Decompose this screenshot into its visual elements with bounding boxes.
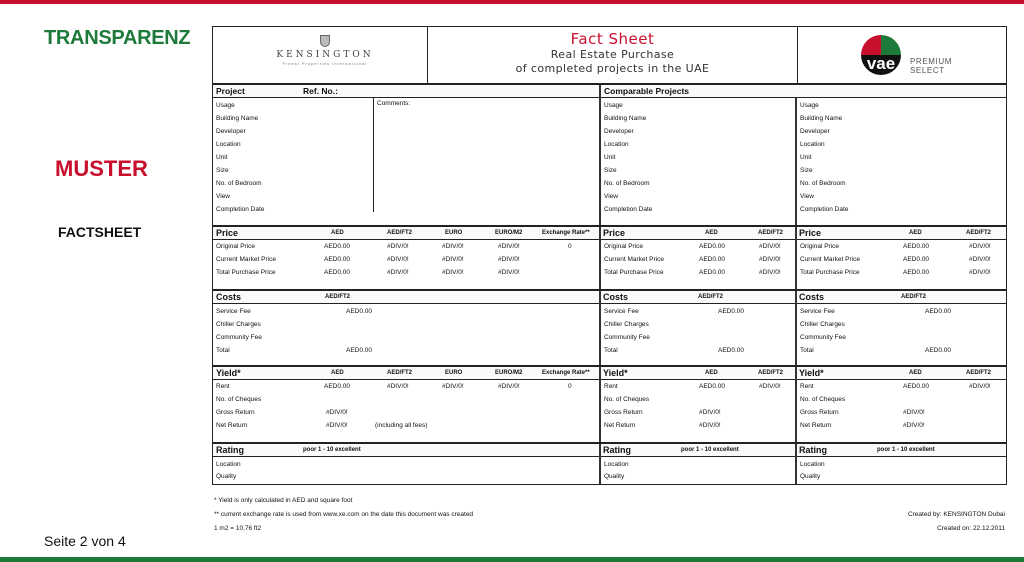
yield-column [213, 367, 601, 442]
rating-section [213, 444, 1006, 484]
price-row-aed: AED0.00 [903, 256, 930, 263]
yield-cheques-label: No. of Cheques [604, 396, 650, 403]
price-row-label: Total Purchase Price [216, 269, 276, 276]
field-completion-date: Completion Date [216, 206, 265, 213]
rating-header-bar [797, 444, 1006, 457]
price-row-euro: #DIV/0! [442, 256, 464, 263]
rating-title: Rating [799, 445, 827, 455]
rating-row-quality: Quality [604, 473, 625, 480]
kensington-name: KENSINGTON [276, 50, 374, 60]
yield-col-rate: Exchange Rate** [542, 370, 590, 376]
yield-col-aedft2: AED/FT2 [966, 370, 992, 376]
price-row-aed: AED0.00 [699, 269, 726, 276]
sample-stamp: MUSTER [55, 156, 148, 181]
price-row-label: Current Market Price [800, 256, 860, 263]
rating-row-location: Location [604, 461, 629, 468]
costs-row-label: Chiller Charges [604, 321, 649, 328]
yield-rent-aedft2: #DIV/0! [387, 383, 409, 390]
price-row-aed: AED0.00 [324, 256, 351, 263]
field-developer: Developer [800, 128, 830, 135]
costs-section [213, 291, 1006, 367]
yield-cheques-label: No. of Cheques [216, 396, 262, 403]
premium-text: PREMIUM [910, 57, 952, 66]
project-title: Project [216, 86, 245, 96]
field-location: Location [604, 141, 629, 148]
price-header-bar [601, 227, 795, 240]
price-col-eurom2: EURO/M2 [495, 230, 523, 236]
rating-header-bar [601, 444, 795, 457]
price-row-aedft2: #DIV/0! [387, 256, 409, 263]
yield-col-euro: EURO [445, 370, 463, 376]
field-bedrooms: No. of Bedroom [216, 180, 262, 187]
yield-net-note: (including all fees) [375, 422, 428, 429]
comparable-column-1 [601, 85, 797, 225]
field-bedrooms: No. of Bedroom [604, 180, 650, 187]
footnote-conversion: 1 m2 = 10,76 ft2 [214, 525, 262, 532]
costs-row-label: Total [800, 347, 814, 354]
yield-rent-aed: AED0.00 [324, 383, 351, 390]
price-row-aedft2: #DIV/0! [759, 256, 781, 263]
costs-row-label: Total [604, 347, 618, 354]
yield-compare-2 [797, 367, 1006, 442]
price-row-aedft2: #DIV/0! [969, 243, 991, 250]
field-location: Location [800, 141, 825, 148]
field-developer: Developer [604, 128, 634, 135]
field-size: Size [216, 167, 229, 174]
costs-col-aedft2: AED/FT2 [698, 294, 724, 300]
price-col-aed: AED [909, 230, 922, 236]
costs-row-value: AED0.00 [346, 347, 373, 354]
price-row-label: Original Price [216, 243, 256, 250]
yield-rent-euro: #DIV/0! [442, 383, 464, 390]
costs-column [213, 291, 601, 365]
yield-rent-eurom2: #DIV/0! [498, 383, 520, 390]
field-developer: Developer [216, 128, 246, 135]
price-row-euro: #DIV/0! [442, 269, 464, 276]
costs-row-label: Community Fee [604, 334, 650, 341]
project-header-bar [213, 85, 599, 98]
project-section [213, 85, 1006, 227]
price-row-aed: AED0.00 [903, 243, 930, 250]
price-col-rate: Exchange Rate** [542, 230, 590, 236]
costs-row-label: Community Fee [800, 334, 846, 341]
yield-rent-label: Rent [216, 383, 230, 390]
price-col-aed: AED [331, 230, 344, 236]
comments-divider [373, 98, 374, 212]
kensington-tagline: Finest Properties International [282, 61, 368, 66]
kensington-logo [265, 35, 385, 66]
field-view: View [216, 193, 230, 200]
vae-logo-text: vae [866, 54, 896, 73]
price-row-aedft2: #DIV/0! [969, 256, 991, 263]
price-row-label: Original Price [604, 243, 644, 250]
fact-sheet [212, 26, 1007, 485]
field-view: View [604, 193, 618, 200]
comments-label: Comments: [377, 100, 411, 107]
rating-title: Rating [216, 445, 244, 455]
brand-label: TRANSPARENZ [44, 27, 191, 49]
yield-rent-rate: 0 [568, 383, 572, 390]
costs-row-value: AED0.00 [925, 347, 952, 354]
price-row-aedft2: #DIV/0! [387, 243, 409, 250]
price-row-euro: #DIV/0! [442, 243, 464, 250]
yield-rent-aedft2: #DIV/0! [969, 383, 991, 390]
yield-title: Yield* [603, 368, 628, 378]
costs-compare-1 [601, 291, 797, 365]
yield-cheques-label: No. of Cheques [800, 396, 846, 403]
page-indicator: Seite 2 von 4 [44, 533, 126, 549]
yield-gross-label: Gross Return [800, 409, 839, 416]
vae-logo-icon [856, 31, 906, 79]
fact-sheet-header [213, 27, 1006, 85]
price-row-eurom2: #DIV/0! [498, 243, 520, 250]
costs-row-value: AED0.00 [718, 308, 745, 315]
costs-col-aedft2: AED/FT2 [325, 294, 351, 300]
shield-icon [320, 35, 330, 47]
costs-row-label: Chiller Charges [800, 321, 845, 328]
price-row-aedft2: #DIV/0! [387, 269, 409, 276]
subtitle-line-1: Real Estate Purchase [550, 48, 675, 61]
price-col-aedft2: AED/FT2 [758, 230, 784, 236]
yield-net-label: Net Return [800, 422, 832, 429]
field-completion-date: Completion Date [800, 206, 849, 213]
yield-header-bar [797, 367, 1006, 380]
rating-scale: poor 1 - 10 excellent [303, 447, 361, 453]
price-col-aedft2: AED/FT2 [387, 230, 413, 236]
field-usage: Usage [216, 102, 235, 109]
rating-title: Rating [603, 445, 631, 455]
comparable-column-2 [797, 85, 1006, 225]
costs-row-label: Total [216, 347, 230, 354]
price-title: Price [216, 228, 239, 238]
price-header-bar [797, 227, 1006, 240]
yield-section [213, 367, 1006, 444]
yield-col-aed: AED [705, 370, 718, 376]
costs-row-label: Service Fee [604, 308, 639, 315]
field-size: Size [604, 167, 617, 174]
costs-row-label: Service Fee [216, 308, 251, 315]
yield-header-bar [213, 367, 599, 380]
costs-header-bar [797, 291, 1006, 304]
price-col-aed: AED [705, 230, 718, 236]
rating-header-bar [213, 444, 599, 457]
costs-compare-2 [797, 291, 1006, 365]
price-row-label: Total Purchase Price [800, 269, 860, 276]
field-unit: Unit [604, 154, 616, 161]
subtitle-line-2: of completed projects in the UAE [515, 62, 710, 75]
costs-row-value: AED0.00 [925, 308, 952, 315]
yield-compare-1 [601, 367, 797, 442]
price-row-label: Current Market Price [216, 256, 276, 263]
costs-row-label: Service Fee [800, 308, 835, 315]
yield-title: Yield* [799, 368, 824, 378]
price-row-aedft2: #DIV/0! [759, 243, 781, 250]
bottom-accent-bar [0, 557, 1024, 562]
field-completion-date: Completion Date [604, 206, 653, 213]
costs-header-bar [213, 291, 599, 304]
document-type-label: FACTSHEET [58, 224, 142, 240]
costs-title: Costs [799, 292, 825, 302]
costs-header-bar [601, 291, 795, 304]
yield-gross-value: #DIV/0! [699, 409, 721, 416]
vae-logo-cell [798, 27, 1006, 83]
yield-header-bar [601, 367, 795, 380]
yield-title: Yield* [216, 368, 241, 378]
yield-gross-value: #DIV/0! [903, 409, 925, 416]
price-row-aed: AED0.00 [699, 256, 726, 263]
rating-compare-2 [797, 444, 1006, 484]
yield-net-label: Net Return [216, 422, 248, 429]
kensington-logo-cell [213, 27, 428, 83]
yield-col-aed: AED [909, 370, 922, 376]
price-row-aed: AED0.00 [324, 243, 351, 250]
costs-title: Costs [603, 292, 629, 302]
costs-col-aedft2: AED/FT2 [901, 294, 927, 300]
costs-row-label: Community Fee [216, 334, 262, 341]
footnote-exchange: ** current exchange rate is used from www.xe.com on the date this document was created [214, 511, 474, 518]
field-view: View [800, 193, 814, 200]
costs-row-value: AED0.00 [346, 308, 373, 315]
premium-select-label [910, 57, 952, 75]
field-location: Location [216, 141, 241, 148]
ref-no-label: Ref. No.: [303, 86, 338, 96]
price-title: Price [799, 228, 822, 238]
yield-net-value: #DIV/0! [699, 422, 721, 429]
comparable-title: Comparable Projects [604, 86, 690, 96]
price-row-label: Current Market Price [604, 256, 664, 263]
price-compare-1 [601, 227, 797, 289]
yield-gross-value: #DIV/0! [326, 409, 348, 416]
field-building-name: Building Name [800, 115, 843, 122]
yield-net-label: Net Return [604, 422, 636, 429]
price-section [213, 227, 1006, 291]
yield-col-eurom2: EURO/M2 [495, 370, 523, 376]
rating-scale: poor 1 - 10 excellent [681, 447, 739, 453]
price-row-eurom2: #DIV/0! [498, 256, 520, 263]
rating-row-quality: Quality [216, 473, 237, 480]
costs-title: Costs [216, 292, 242, 302]
rating-row-location: Location [800, 461, 825, 468]
price-row-aed: AED0.00 [324, 269, 351, 276]
price-column [213, 227, 601, 289]
page-title: Fact Sheet [570, 30, 655, 48]
yield-net-value: #DIV/0! [326, 422, 348, 429]
field-usage: Usage [800, 102, 819, 109]
yield-rent-aedft2: #DIV/0! [759, 383, 781, 390]
yield-col-aedft2: AED/FT2 [758, 370, 784, 376]
project-column [213, 85, 601, 225]
created-by: Created by: KENSINGTON Dubai [907, 511, 1005, 518]
price-row-label: Total Purchase Price [604, 269, 664, 276]
field-bedrooms: No. of Bedroom [800, 180, 846, 187]
price-col-euro: EURO [445, 230, 463, 236]
select-text: SELECT [910, 66, 945, 75]
price-compare-2 [797, 227, 1006, 289]
field-building-name: Building Name [216, 115, 259, 122]
costs-row-label: Chiller Charges [216, 321, 261, 328]
footnote-yield: * Yield is only calculated in AED and square foot [214, 497, 353, 504]
yield-rent-label: Rent [800, 383, 814, 390]
yield-gross-label: Gross Return [604, 409, 643, 416]
rating-compare-1 [601, 444, 797, 484]
yield-col-aed: AED [331, 370, 344, 376]
price-row-label: Original Price [800, 243, 840, 250]
rating-row-location: Location [216, 461, 241, 468]
price-row-aed: AED0.00 [903, 269, 930, 276]
yield-gross-label: Gross Return [216, 409, 255, 416]
price-header-bar [213, 227, 599, 240]
field-usage: Usage [604, 102, 623, 109]
price-row-eurom2: #DIV/0! [498, 269, 520, 276]
field-unit: Unit [800, 154, 812, 161]
title-cell [428, 27, 798, 83]
rating-row-quality: Quality [800, 473, 821, 480]
price-row-aedft2: #DIV/0! [759, 269, 781, 276]
price-col-aedft2: AED/FT2 [966, 230, 992, 236]
price-row-rate: 0 [568, 243, 572, 250]
top-accent-bar [0, 0, 1024, 4]
rating-scale: poor 1 - 10 excellent [877, 447, 935, 453]
rating-column [213, 444, 601, 484]
field-unit: Unit [216, 154, 228, 161]
yield-net-value: #DIV/0! [903, 422, 925, 429]
field-building-name: Building Name [604, 115, 647, 122]
yield-rent-aed: AED0.00 [903, 383, 930, 390]
yield-rent-aed: AED0.00 [699, 383, 726, 390]
field-size: Size [800, 167, 813, 174]
yield-rent-label: Rent [604, 383, 618, 390]
price-row-aed: AED0.00 [699, 243, 726, 250]
created-on: Created on: 22.12.2011 [937, 525, 1005, 532]
price-row-aedft2: #DIV/0! [969, 269, 991, 276]
costs-row-value: AED0.00 [718, 347, 745, 354]
yield-col-aedft2: AED/FT2 [387, 370, 413, 376]
price-title: Price [603, 228, 626, 238]
